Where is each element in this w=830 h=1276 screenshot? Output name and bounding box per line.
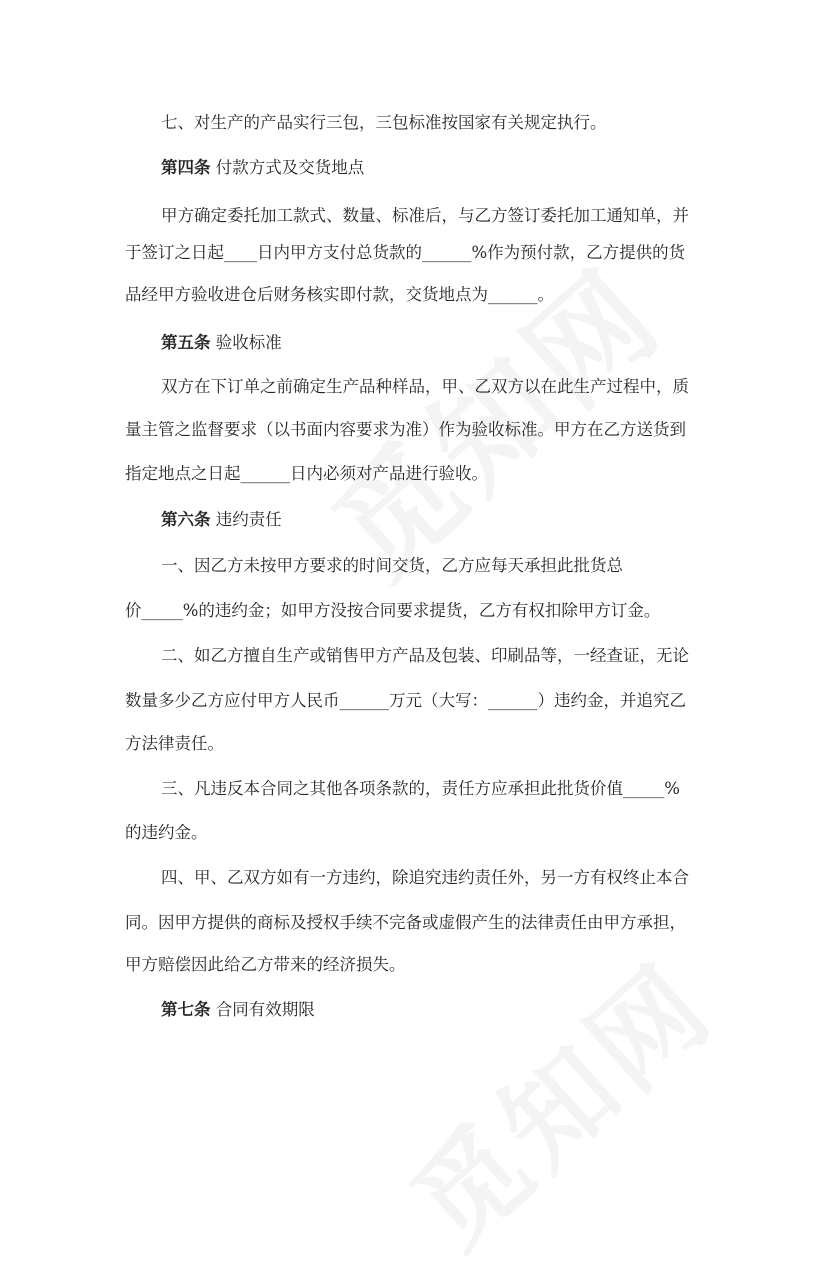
paragraph-line: 双方在下订单之前确定生产品种样品，甲、乙双方以在此生产过程中，质	[161, 377, 689, 396]
paragraph-line: 量主管之监督要求（以书面内容要求为准）作为验收标准。甲方在乙方送货到	[125, 420, 686, 439]
paragraph-line: 一、因乙方未按甲方要求的时间交货，乙方应每天承担此批货总	[161, 556, 623, 575]
article-label: 第六条	[161, 510, 211, 529]
paragraph-line: 四、甲、乙双方如有一方违约，除追究违约责任外，另一方有权终止本合	[161, 868, 689, 887]
paragraph-line: 指定地点之日起______日内必须对产品进行验收。	[125, 464, 488, 483]
article-title: 付款方式及交货地点	[215, 158, 365, 177]
article-heading-6	[161, 505, 282, 535]
article-heading-7	[161, 995, 315, 1025]
paragraph-line: 甲方确定委托加工款式、数量、标准后，与乙方签订委托加工通知单，并	[161, 206, 689, 225]
paragraph-line: 方法律责任。	[125, 734, 224, 753]
article-label: 第七条	[161, 1000, 211, 1019]
paragraph-line: 数量多少乙方应付甲方人民币______万元（大写：______）违约金，并追究乙	[125, 691, 686, 710]
article-heading-4	[161, 153, 364, 183]
article-title: 违约责任	[215, 510, 282, 529]
paragraph-line: 于签订之日起____日内甲方支付总货款的______%作为预付款，乙方提供的货	[125, 243, 686, 262]
paragraph-line: 同。因甲方提供的商标及授权手续不完备或虚假产生的法律责任由甲方承担，	[125, 913, 686, 932]
article-heading-5	[161, 328, 282, 358]
paragraph-line: 三、凡违反本合同之其他各项条款的，责任方应承担此批货价值_____%	[161, 779, 680, 798]
paragraph-line: 的违约金。	[125, 823, 208, 842]
article-label: 第五条	[161, 333, 211, 352]
article-title: 验收标准	[215, 333, 282, 352]
paragraph-line: 甲方赔偿因此给乙方带来的经济损失。	[125, 955, 406, 974]
paragraph-line: 价_____%的违约金；如甲方没按合同要求提货，乙方有权扣除甲方订金。	[125, 601, 661, 620]
paragraph-line: 七、对生产的产品实行三包，三包标准按国家有关规定执行。	[161, 113, 607, 132]
article-title: 合同有效期限	[215, 1000, 315, 1019]
paragraph-line: 二、如乙方擅自生产或销售甲方产品及包装、印刷品等，一经查证，无论	[161, 646, 689, 665]
article-label: 第四条	[161, 158, 211, 177]
paragraph-line: 品经甲方验收进仓后财务核实即付款，交货地点为______。	[125, 285, 554, 304]
watermark	[373, 922, 742, 1276]
